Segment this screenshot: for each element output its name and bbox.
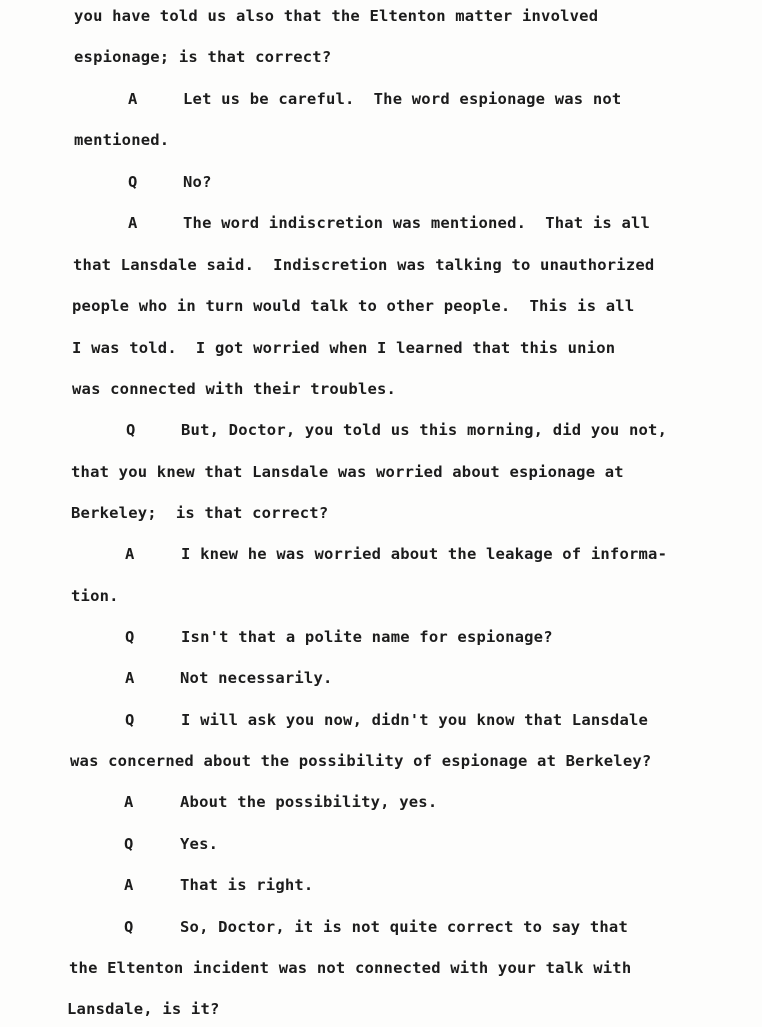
speaker-label: Q bbox=[124, 835, 134, 853]
speaker-label: Q bbox=[128, 173, 138, 191]
transcript-line: Lansdale, is it? bbox=[67, 1000, 220, 1018]
transcript-line: No? bbox=[183, 173, 212, 191]
speaker-label: A bbox=[124, 793, 134, 811]
transcript-line: Berkeley; is that correct? bbox=[71, 504, 329, 522]
speaker-label: Q bbox=[125, 711, 135, 729]
speaker-label: Q bbox=[125, 628, 135, 646]
transcript-line: espionage; is that correct? bbox=[74, 48, 332, 66]
transcript-line: I knew he was worried about the leakage of informa- bbox=[181, 545, 668, 563]
transcript-line: Yes. bbox=[180, 835, 219, 853]
transcript-line: the Eltenton incident was not connected with your talk with bbox=[69, 959, 632, 977]
transcript-line: That is right. bbox=[180, 876, 314, 894]
transcript-line: I was told. I got worried when I learned that this union bbox=[72, 339, 616, 357]
transcript-line: was concerned about the possibility of espionage at Berkeley? bbox=[70, 752, 652, 770]
transcript-line: Not necessarily. bbox=[180, 669, 333, 687]
transcript-line: I will ask you now, didn't you know that Lansdale bbox=[181, 711, 649, 729]
transcript-line: mentioned. bbox=[74, 131, 170, 149]
transcript-line: that you knew that Lansdale was worried about espionage at bbox=[71, 463, 624, 481]
transcript-line: About the possibility, yes. bbox=[180, 793, 438, 811]
transcript-line: So, Doctor, it is not quite correct to say that bbox=[180, 918, 628, 936]
transcript-line: Isn't that a polite name for espionage? bbox=[181, 628, 553, 646]
speaker-label: A bbox=[128, 214, 138, 232]
transcript-line: that Lansdale said. Indiscretion was talking to unauthorized bbox=[73, 256, 655, 274]
transcript-line: was connected with their troubles. bbox=[72, 380, 397, 398]
speaker-label: A bbox=[124, 876, 134, 894]
transcript-line: Let us be careful. The word espionage was not bbox=[183, 90, 622, 108]
speaker-label: A bbox=[125, 669, 135, 687]
transcript-line: you have told us also that the Eltenton matter involved bbox=[74, 7, 599, 25]
speaker-label: A bbox=[125, 545, 135, 563]
speaker-label: A bbox=[128, 90, 138, 108]
transcript-line: people who in turn would talk to other people. This is all bbox=[72, 297, 635, 315]
transcript-line: But, Doctor, you told us this morning, did you not, bbox=[181, 421, 668, 439]
transcript-line: The word indiscretion was mentioned. That is all bbox=[183, 214, 651, 232]
speaker-label: Q bbox=[124, 918, 134, 936]
speaker-label: Q bbox=[126, 421, 136, 439]
transcript-line: tion. bbox=[71, 587, 119, 605]
